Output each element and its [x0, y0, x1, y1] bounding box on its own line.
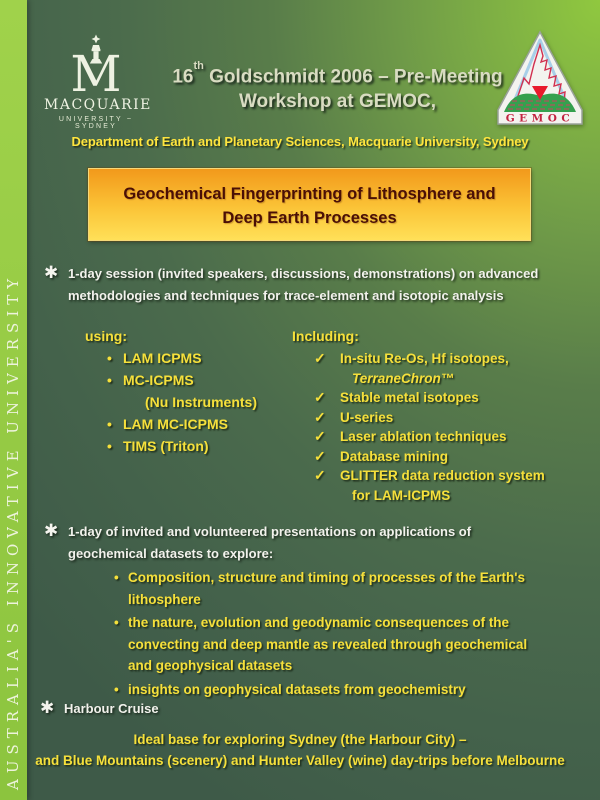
list-item: ✓ Laser ablation techniques: [292, 427, 592, 447]
gemoc-label: GEMOC: [505, 112, 575, 125]
session-3: [40, 698, 159, 720]
including-list: [292, 327, 592, 505]
session-1: [44, 263, 588, 306]
list-item-continuation: for LAM-ICPMS: [352, 487, 451, 503]
university-tagline: AUSTRALIA'S INNOVATIVE UNIVERSITY: [4, 272, 22, 790]
list-item: • the nature, evolution and geodynamic consequences of the convecting and deep mantle as revealed through geochemical and geophysical datasets: [68, 612, 554, 677]
check-icon: ✓: [314, 467, 326, 483]
list-item: • MC-ICPMS: [85, 369, 295, 391]
check-icon: ✓: [314, 408, 326, 425]
bullet-dot-icon: •: [107, 438, 112, 454]
banner-line2: Deep Earth Processes: [222, 209, 397, 227]
asterisk-bullet-icon: ✱: [40, 698, 55, 717]
bullet-dot-icon: •: [114, 570, 119, 585]
list-item: ✓ In-situ Re-Os, Hf isotopes,: [292, 349, 592, 369]
session-2-text: 1-day of invited and volunteered presentations on applications of geochemical datasets to explore:: [68, 524, 472, 561]
bullet-dot-icon: •: [107, 372, 112, 388]
page-title: [75, 60, 600, 114]
including-heading: Including:: [292, 328, 359, 344]
check-icon: ✓: [314, 428, 326, 444]
banner-line1: Geochemical Fingerprinting of Lithosphere and: [123, 185, 496, 203]
list-item-continuation: (Nu Instruments): [145, 394, 257, 410]
footer-note: [8, 729, 592, 771]
list-item: • LAM MC-ICPMS: [85, 413, 295, 435]
bullet-dot-icon: •: [114, 615, 119, 630]
session-2: [44, 521, 554, 702]
department-line: Department of Earth and Planetary Sciences, Macquarie University, Sydney: [71, 134, 529, 149]
list-item: ✓ U-series: [292, 408, 592, 428]
list-item-continuation: TerraneChron™: [352, 370, 455, 386]
list-item: • insights on geophysical datasets from geochemistry: [68, 679, 554, 701]
workshop-topic-banner: [88, 168, 531, 241]
check-icon: ✓: [314, 389, 326, 405]
list-item: ✓ GLITTER data reduction system: [292, 466, 592, 486]
macquarie-subtitle: UNIVERSITY ~ SYDNEY: [58, 116, 134, 130]
bullet-dot-icon: •: [107, 350, 112, 366]
session-2-items: [68, 567, 554, 700]
title-line2: Workshop at GEMOC,: [238, 91, 437, 113]
list-item: • Composition, structure and timing of processes of the Earth's lithosphere: [68, 567, 554, 610]
footer-line1: Ideal base for exploring Sydney (the Harbour City) –: [133, 732, 467, 747]
brand-strip: [0, 0, 27, 800]
session-1-text: 1-day session (invited speakers, discussions, demonstrations) on advanced methodologies and techniques for trace-element and isotopic analysis: [68, 266, 539, 303]
footer-line2: and Blue Mountains (scenery) and Hunter Valley (wine) day-trips before Melbourne: [35, 753, 565, 768]
list-item: • TIMS (Triton): [85, 435, 295, 457]
title-line1: 16th Goldschmidt 2006 – Pre-Meeting: [172, 60, 503, 88]
macquarie-m-letter: M: [70, 45, 122, 96]
harbour-cruise-text: Harbour Cruise: [64, 701, 159, 716]
list-item: ✓ Database mining: [292, 447, 592, 467]
using-heading: using:: [85, 328, 127, 344]
using-list: [85, 327, 295, 457]
macquarie-wordmark: MACQUARIE: [44, 97, 152, 113]
check-icon: ✓: [314, 350, 326, 366]
asterisk-bullet-icon: ✱: [44, 263, 59, 282]
asterisk-bullet-icon: ✱: [44, 521, 59, 540]
bullet-dot-icon: •: [114, 681, 119, 697]
bullet-dot-icon: •: [107, 416, 112, 432]
list-item: • LAM ICPMS: [85, 347, 295, 369]
check-icon: ✓: [314, 447, 326, 464]
list-item: ✓ Stable metal isotopes: [292, 388, 592, 408]
